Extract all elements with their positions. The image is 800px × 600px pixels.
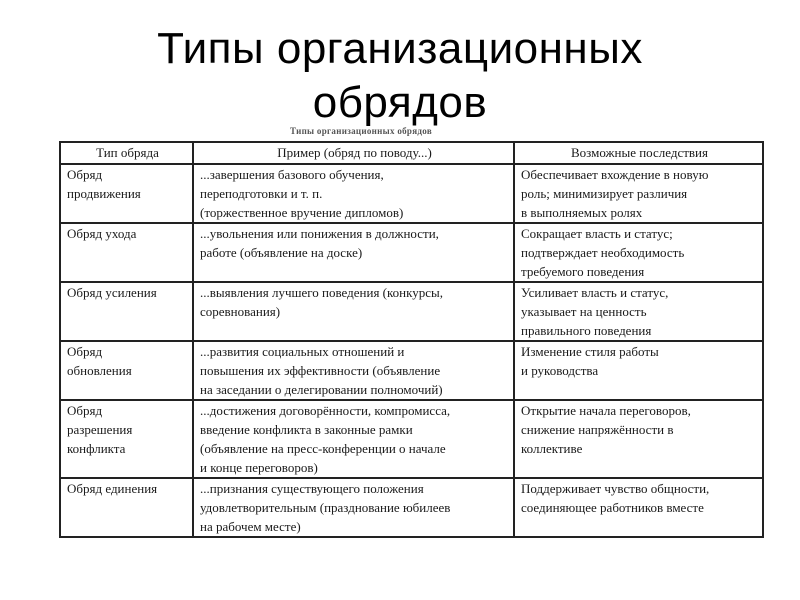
cell-example-line: и конце переговоров)	[200, 460, 318, 475]
cell-consequences-line: подтверждает необходимость	[521, 245, 685, 260]
cell-type	[60, 400, 193, 478]
cell-example-line: ...признания существующего положения	[200, 481, 424, 496]
header-example: Пример (обряд по поводу...)	[193, 142, 514, 164]
cell-type	[60, 341, 193, 400]
cell-consequences-line: в выполняемых ролях	[521, 205, 643, 220]
cell-type-line: обновления	[67, 363, 132, 378]
header-consequences: Возможные последствия	[514, 142, 763, 164]
cell-type-line: Обряд единения	[67, 481, 158, 496]
table-row	[60, 400, 763, 478]
table-row	[60, 478, 763, 537]
cell-consequences-line: Усиливает власть и статус,	[521, 285, 669, 300]
cell-example-line: ...увольнения или понижения в должности,	[200, 226, 439, 241]
cell-example-line: ...развития социальных отношений и	[200, 344, 405, 359]
cell-type-line: Обряд усиления	[67, 285, 157, 300]
cell-consequences	[514, 400, 763, 478]
cell-example-line: (торжественное вручение дипломов)	[200, 205, 404, 220]
cell-consequences-line: Изменение стиля работы	[521, 344, 659, 359]
table-row	[60, 341, 763, 400]
table-body	[60, 164, 763, 537]
cell-consequences-line: указывает на ценность	[521, 304, 647, 319]
cell-consequences-line: Открытие начала переговоров,	[521, 403, 691, 418]
cell-type-line: разрешения	[67, 422, 133, 437]
cell-consequences	[514, 478, 763, 537]
cell-consequences-line: Обеспечивает вхождение в новую	[521, 167, 709, 182]
slide-title	[0, 22, 800, 130]
cell-example-line: (объявление на пресс-конференции о начале	[200, 441, 446, 456]
cell-example-line: на рабочем месте)	[200, 519, 301, 534]
rites-table	[59, 141, 764, 538]
table-header-row	[60, 142, 763, 164]
cell-example	[193, 282, 514, 341]
cell-consequences	[514, 223, 763, 282]
cell-example-line: ...выявления лучшего поведения (конкурсы,	[200, 285, 444, 300]
cell-example-line: работе (объявление на доске)	[200, 245, 363, 260]
cell-type-line: продвижения	[67, 186, 141, 201]
cell-example	[193, 478, 514, 537]
cell-consequences-line: роль; минимизирует различия	[521, 186, 688, 201]
cell-consequences-line: соединяющее работников вместе	[521, 500, 704, 515]
cell-consequences-line: Поддерживает чувство общности,	[521, 481, 710, 496]
table-row	[60, 164, 763, 223]
table-row	[60, 223, 763, 282]
header-type: Тип обряда	[60, 142, 193, 164]
table-caption: Типы организационных обрядов	[290, 126, 432, 136]
cell-example	[193, 400, 514, 478]
cell-example-line: на заседании о делегировании полномочий)	[200, 382, 443, 397]
slide-title-line-1: Типы организационных	[157, 24, 643, 73]
cell-example	[193, 164, 514, 223]
cell-type	[60, 164, 193, 223]
cell-type-line: Обряд	[67, 344, 103, 359]
cell-type	[60, 282, 193, 341]
cell-type-line: Обряд	[67, 167, 103, 182]
cell-example-line: переподготовки и т. п.	[200, 186, 323, 201]
cell-consequences	[514, 282, 763, 341]
cell-consequences	[514, 341, 763, 400]
cell-type-line: конфликта	[67, 441, 126, 456]
slide-title-line-2: обрядов	[312, 78, 488, 127]
cell-example-line: повышения их эффективности (объявление	[200, 363, 441, 378]
cell-type	[60, 478, 193, 537]
cell-example-line: соревнования)	[200, 304, 281, 319]
cell-consequences-line: Сокращает власть и статус;	[521, 226, 673, 241]
cell-type-line: Обряд ухода	[67, 226, 137, 241]
cell-example	[193, 341, 514, 400]
cell-type	[60, 223, 193, 282]
cell-consequences-line: требуемого поведения	[521, 264, 645, 279]
cell-consequences-line: и руководства	[521, 363, 599, 378]
cell-example-line: введение конфликта в законные рамки	[200, 422, 413, 437]
cell-type-line: Обряд	[67, 403, 103, 418]
cell-consequences-line: коллективе	[521, 441, 583, 456]
cell-example-line: ...достижения договорённости, компромисса,	[200, 403, 451, 418]
table-row	[60, 282, 763, 341]
cell-example-line: ...завершения базового обучения,	[200, 167, 384, 182]
cell-example	[193, 223, 514, 282]
cell-consequences-line: снижение напряжённости в	[521, 422, 674, 437]
cell-consequences-line: правильного поведения	[521, 323, 652, 338]
cell-consequences	[514, 164, 763, 223]
cell-example-line: удовлетворительным (празднование юбилеев	[200, 500, 451, 515]
